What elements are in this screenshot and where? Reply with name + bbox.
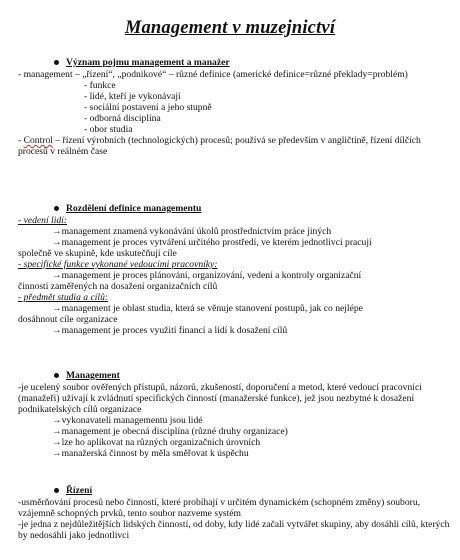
- text-line: dosáhnout cíle organizace: [18, 314, 118, 325]
- arrow-line: →vykonavateli managementu jsou lidé: [52, 415, 203, 426]
- definition-list: [18, 80, 450, 135]
- list-item: - odborná disciplína: [84, 113, 161, 124]
- list-item: - sociální postavení a jeho stupně: [84, 102, 212, 113]
- list-item: - lidé, kteří je vykonávají: [84, 91, 181, 102]
- arrow-line: →management je oblast studia, která se věnuje stanovení postupů, jak co nejlépe: [52, 303, 363, 314]
- paragraph: -je jedna z nejdůležitějších lidských činností, od doby, kdy lidé začali vytvářet skupiny, aby dosáhli cílů, kterých by nedosáhli jako jednotlivci: [18, 519, 450, 541]
- section-meaning: [18, 57, 450, 157]
- text: – řízení výrobních (technologických) procesů; používá se především v angličtině, řízení dílčích procesů v reálném čase: [18, 135, 421, 157]
- subheading: - specifické funkce vykonané vedoucími pracovníky:: [18, 259, 218, 270]
- section-heading: Význam pojmu management a manažer: [18, 57, 450, 68]
- section-heading: Management: [18, 370, 450, 381]
- text-line: činnosti zaměřených na dosažení organizačních cílů: [18, 281, 218, 292]
- subheading: - předmět studia a cílů:: [18, 292, 109, 303]
- page-title: Management v muzejnictví: [124, 18, 336, 38]
- arrow-line: →management je proces využití financí a lidí k dosažení cílů: [52, 325, 288, 336]
- paragraph: -je ucelený soubor ověřených přístupů, názorů, zkušeností, doporučení a metod, které vedoucí pracovníci (manažeři) užívají k zvládnutí specifických činností (manažerské funkce), jež jsou nezbytné k dosažení podnikatelských cílů organizace: [18, 382, 422, 415]
- list-item: - obor studia: [84, 124, 133, 135]
- spellcheck-word: Control: [23, 135, 53, 146]
- section-definitions: [18, 203, 450, 336]
- section-heading: Rozdělení definice managementu: [18, 203, 450, 214]
- paragraph-control: [18, 135, 450, 157]
- arrow-line: →management je proces plánování, organizování, vedení a kontroly organizační: [52, 270, 362, 281]
- section-rizeni: [18, 485, 450, 541]
- arrow-line: →management je proces vytváření určitého prostředí, ve kterém jednotlivci pracují: [52, 237, 372, 248]
- list-item: - funkce: [84, 80, 116, 91]
- arrow-line: →lze ho aplikovat na různých organizačních úrovních: [52, 437, 261, 448]
- arrow-line: →management je obecná disciplína (různé druhy organizace): [52, 426, 288, 437]
- arrow-line: →manažerská činnost by měla směřovat k úspěchu: [52, 448, 249, 459]
- paragraph: -usměrňování procesů nebo činností, které probíhají v určitém dynamickém (schopném změny) souboru, vzájemně schopných prvků, tento soubor nazveme systém: [18, 497, 421, 519]
- text-line: společně ve skupině, kde uskutečňují cíle: [18, 248, 177, 259]
- dash: -: [18, 135, 24, 146]
- section-management: [18, 370, 450, 459]
- subheading: - vedení lidí:: [18, 215, 68, 226]
- paragraph: - management – „řízení“, „podnikové“ – různé definice (americké definice=různé překlady=problém): [18, 69, 408, 80]
- section-heading: Řízení: [18, 485, 450, 496]
- arrow-line: →management znamená vykonávání úkolů prostřednictvím práce jiných: [52, 226, 332, 237]
